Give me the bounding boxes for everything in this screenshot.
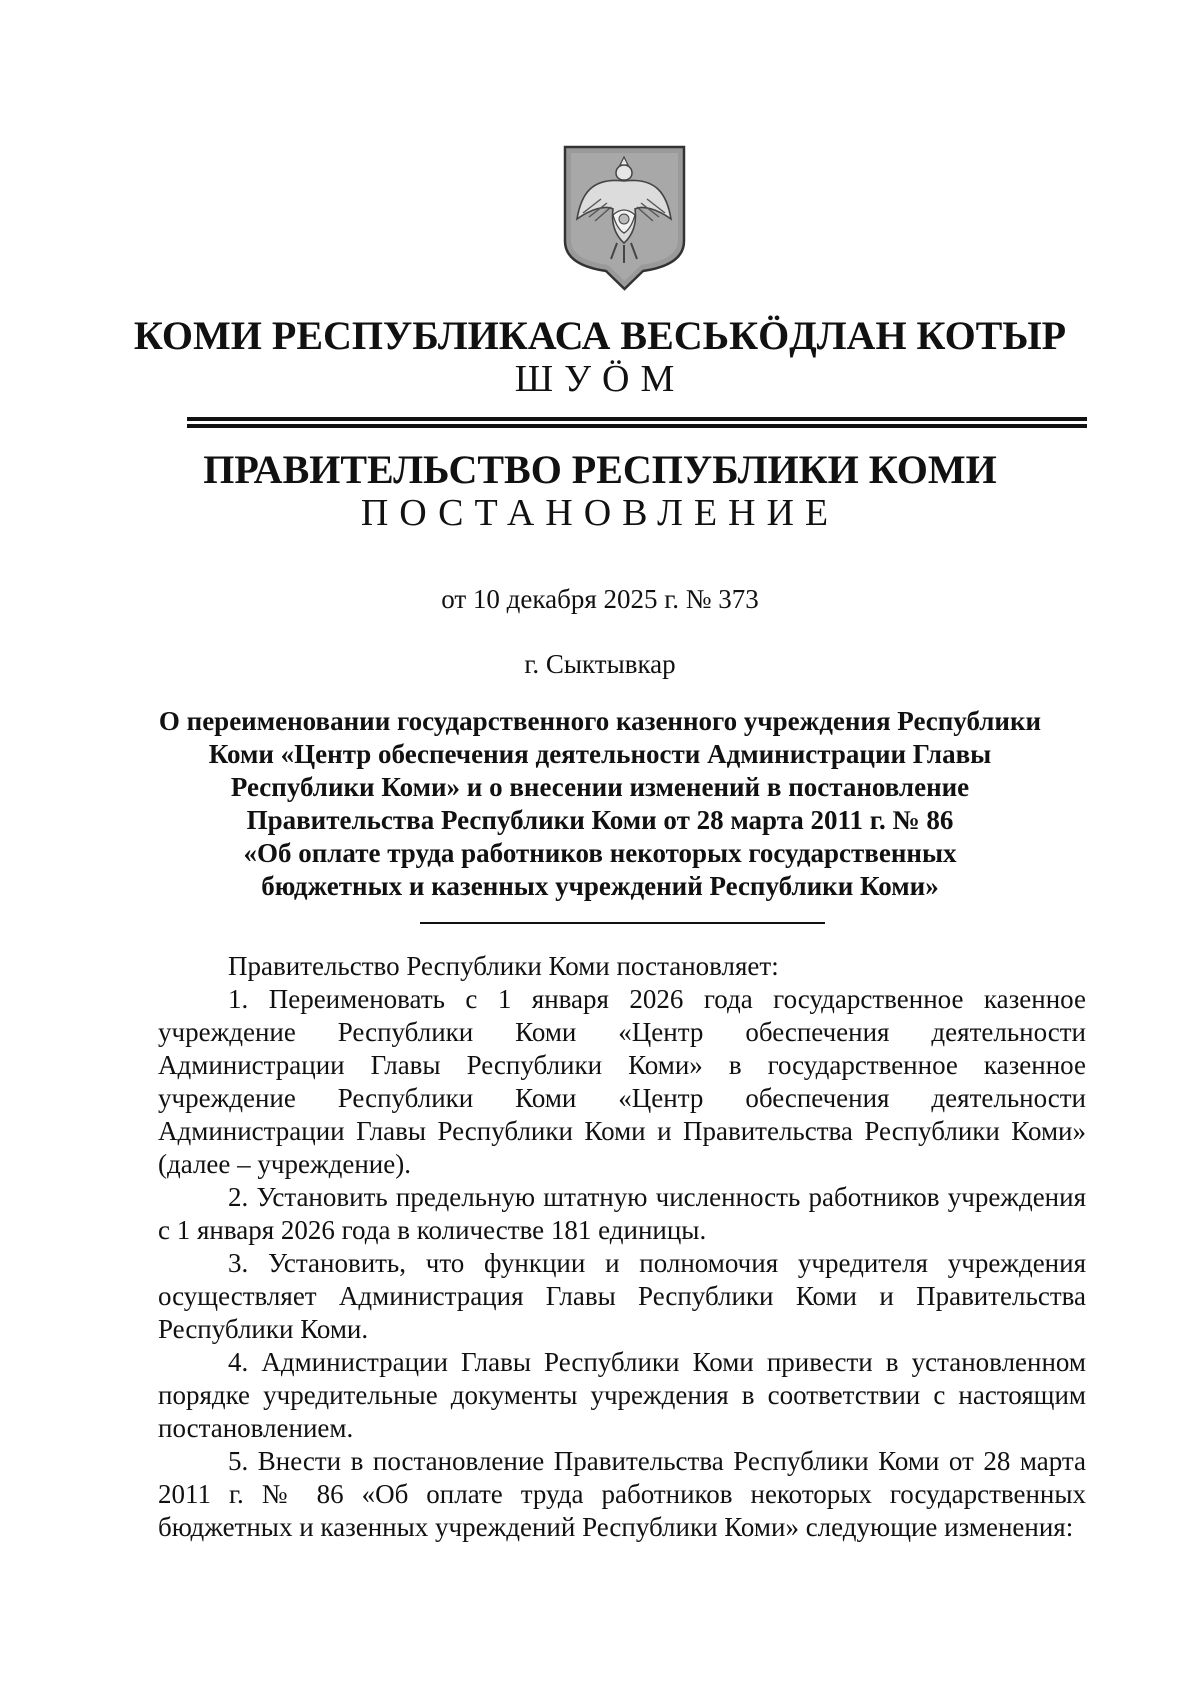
title-line: О переименовании государственного казенного учреждения Республики: [158, 706, 1042, 736]
title-line: Правительства Республики Коми от 28 марта 2011 г. № 86: [246, 805, 954, 835]
body-paragraph-2: 2. Установить предельную штатную численность работников учреждения с 1 января 2026 года в количестве 181 единицы.: [158, 1182, 1086, 1245]
body-paragraph-5: 5. Внести в постановление Правительства Республики Коми от 28 марта 2011 г. № 86 «Об оплате труда работников некоторых государственных бюджетных и казенных учреждений Республики Коми» следующие изменения:: [158, 1446, 1086, 1542]
document-date-number: от 10 декабря 2025 г. № 373: [441, 584, 759, 614]
russian-document-type: ПОСТАНОВЛЕНИЕ: [360, 492, 840, 534]
body-paragraph-intro: Правительство Республики Коми постановляет:: [228, 951, 779, 981]
document-title: [150, 705, 1050, 903]
coat-of-arms-icon: [561, 143, 688, 291]
body-paragraph-4: 4. Администрации Главы Республики Коми привести в установленном порядке учредительные документы учреждения в соответствии с настоящим постановлением.: [158, 1347, 1086, 1443]
document-body: [158, 950, 1086, 1544]
document-city: г. Сыктывкар: [524, 649, 676, 679]
title-line: бюджетных и казенных учреждений Республики Коми»: [261, 871, 939, 901]
title-divider: [420, 922, 825, 924]
title-line: «Об оплате труда работников некоторых государственных: [243, 838, 957, 868]
header-double-divider: [187, 417, 1087, 429]
title-line: Коми «Центр обеспечения деятельности Администрации Главы: [208, 739, 992, 769]
russian-government-title: ПРАВИТЕЛЬСТВО РЕСПУБЛИКИ КОМИ: [203, 447, 997, 492]
body-paragraph-3: 3. Установить, что функции и полномочия учредителя учреждения осуществляет Администрация Главы Республики Коми и Правительства Республики Коми.: [158, 1248, 1086, 1344]
komi-document-type: ШУӦМ: [514, 358, 686, 400]
title-line: Республики Коми» и о внесении изменений в постановление: [230, 772, 970, 802]
body-paragraph-1: 1. Переименовать с 1 января 2026 года государственное казенное учреждение Республики Коми «Центр обеспечения деятельности Администрации Главы Республики Коми» в государственное казенное учреждение Республики Коми «Центр обеспечения деятельности Администрации Главы Республики Коми и Правительства Республики Коми» (далее – учреждение).: [158, 984, 1086, 1179]
komi-government-title: КОМИ РЕСПУБЛИКАСА ВЕСЬКӦДЛАН КОТЫР: [133, 313, 1067, 358]
